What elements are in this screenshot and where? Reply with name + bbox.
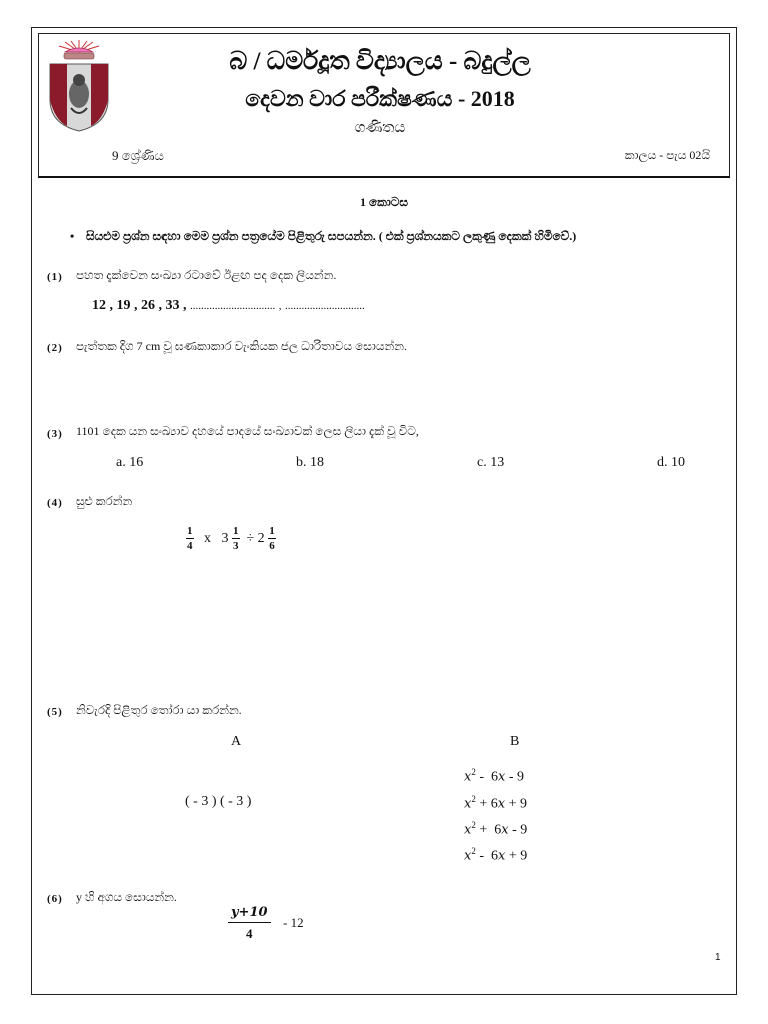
q5-b-option[interactable]: $x^2 - 6x + 9$ bbox=[464, 846, 528, 864]
time-label: කාලය - පැය 02යි bbox=[624, 148, 710, 162]
q5-b-option[interactable]: $x^2 + 6x + 9$ bbox=[464, 794, 527, 812]
school-title: බ / ධර්මදූත විද්‍යාලය - බදුල්ල bbox=[229, 48, 531, 75]
q5-column-a-header: A bbox=[231, 734, 242, 749]
grade-label: 9 ශ්‍රේණිය bbox=[112, 148, 164, 163]
fraction: $\frac{1}{6}$ bbox=[269, 525, 275, 552]
subject: ගණිතය bbox=[354, 120, 406, 136]
q3-option-a[interactable]: a. 16 bbox=[116, 455, 144, 470]
instruction-text: සියළුම ප්‍රශ්න සඳහා මෙම ප්‍රශ්න පත්‍රයේම පිළිතුරු සපයන්න. ( එක් ප්‍රශ්නයකට ලකුණු දෙකක් හිමිවේ.) bbox=[86, 229, 577, 243]
exam-title: දෙවන වාර පරීක්ෂණය - 2018 bbox=[245, 86, 515, 111]
fraction: $\frac{1}{4}$ bbox=[187, 525, 193, 552]
q5-number: (5) bbox=[47, 706, 63, 718]
q6-fraction: $\frac{y+10}{4}$ bbox=[228, 905, 271, 942]
q4-number: (4) bbox=[47, 497, 63, 509]
q6-number: (6) bbox=[47, 893, 63, 905]
q1-number: (1) bbox=[47, 271, 63, 283]
q2-number: (2) bbox=[47, 342, 63, 354]
q3-number: (3) bbox=[47, 428, 63, 440]
q3-option-b[interactable]: b. 18 bbox=[296, 455, 324, 470]
q5-column-b-header: B bbox=[510, 734, 520, 749]
q6-text: y හි අගය සොයන්න. bbox=[76, 890, 177, 904]
q5-b-option[interactable]: $x^2 + 6x - 9$ bbox=[464, 820, 528, 838]
q1-answer-blank-1[interactable]: ............................... bbox=[190, 300, 276, 312]
q6-rest: - 12 bbox=[283, 915, 304, 930]
q3-text: 1101 දෙක යන සංඛ්‍යාව දහයේ පාදයේ සංඛ්‍යාවක් ලෙස ලියා දැක් වූ විට, bbox=[76, 424, 419, 438]
q3-option-d[interactable]: d. 10 bbox=[657, 455, 685, 470]
q1-answer-blank-2[interactable]: ............................. bbox=[285, 300, 365, 312]
q1-sequence bbox=[92, 298, 365, 314]
page-number: 1 bbox=[715, 952, 721, 963]
part-label: 1 කොටස bbox=[359, 195, 409, 209]
q1-text: පහත දැක්වෙන සංඛ්‍යා රටාවේ ඊළඟ පද දෙක ලියන්න. bbox=[76, 268, 337, 282]
instruction bbox=[70, 229, 576, 244]
q1-separator: , bbox=[278, 300, 282, 312]
q2-text: පැත්තක දිග 7 cm වූ ඝණකාකාර වැංකියක ජල ධාරිතාවය සොයන්න. bbox=[76, 339, 407, 353]
q4-expression: $\frac{1}{4}$ x 3 $\frac{1}{3}$ ÷ 2 $\frac{1}{6}$ bbox=[187, 525, 275, 552]
q3-option-c[interactable]: c. 13 bbox=[477, 455, 505, 470]
fraction: $\frac{1}{3}$ bbox=[233, 525, 239, 552]
school-crest-logo bbox=[47, 40, 111, 132]
q4-text: සුළු කරන්න bbox=[76, 494, 133, 508]
q5-a-expression[interactable]: ( - 3 ) ( - 3 ) bbox=[185, 794, 252, 809]
q1-sequence-values: 12 , 19 , 26 , 33 , bbox=[92, 298, 187, 313]
q5-text: නිවැරදි පිළිතුර තෝරා යා කරන්න. bbox=[76, 703, 242, 717]
q5-b-option[interactable]: $x^2 - 6x - 9$ bbox=[464, 767, 525, 785]
bullet-icon: • bbox=[70, 229, 75, 243]
